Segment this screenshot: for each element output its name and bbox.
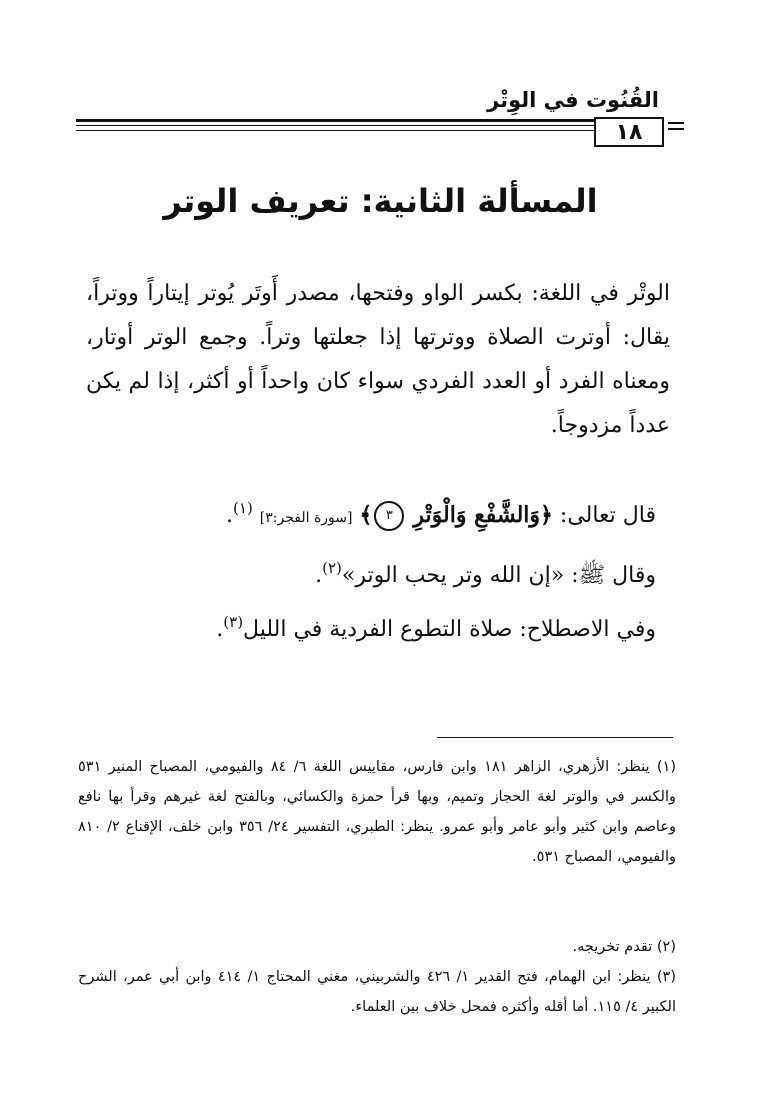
footnote-ref-1[interactable]: (١) [233,499,253,517]
running-head-title: القُنُوت في الوِتْر [487,88,659,112]
hadith-line: وقال ﷺ: «إن الله وتر يحب الوتر»$^{(٢)}$. [315,559,656,588]
header-rule-right [668,122,684,124]
footnote-2 [78,932,676,962]
page-number: ١٨ [594,117,664,147]
header-rule-low [76,130,594,131]
verse-close: ﴾ [359,502,373,528]
hadith-intro: وقال ﷺ: [571,563,656,588]
chapter-title: المسألة الثانية: تعريف الوتر [163,182,598,220]
footnote-1 [78,752,676,872]
header-rule-mid [76,125,594,126]
header-rule-top [76,119,594,122]
ayah-number-mark: ٣ [374,501,404,531]
term-text: وفي الاصطلاح: صلاة التطوع الفردية في الليل [243,617,656,642]
verse-text: ﴿وَالشَّفْعِ وَالْوَتْرِ [413,502,553,528]
verse-reference: [سورة الفجر:٣] [259,510,353,526]
footnote-number: (٣) [656,969,676,985]
footnote-text: ينظر: الأزهري، الزاهر ١٨١ وابن فارس، مقاييس اللغة ٦/ ٨٤ والفيومي، المصباح المنير ٥٣١ والكسر في والوتر لغة الحجاز وتميم، وبها قرأ حمزة والكسائي، وبالفتح لغة غيرهم وقرأ بها نافع وعاصم وابن كثير وأبو عامر وأبو عمرو. ينظر: الطبري، التفسير ٢٤/ ٣٥٦ وابن خلف، الإقناع ٢/ ٨١٠ والفيومي، المصباح ٥٣١. [78,759,676,865]
verse-line: قال تعالى: ﴿وَالشَّفْعِ وَالْوَتْرِ ٣﴾ [سورة الفجر:٣] $^{(١)}$. [226,501,656,531]
hadith-text: «إن الله وتر يحب الوتر» [341,563,565,588]
footnote-number: (٢) [656,939,676,955]
footnote-number: (١) [656,759,676,775]
verse-intro: قال تعالى: [559,503,656,528]
footnote-text: تقدم تخريجه. [572,939,653,955]
footnote-3 [78,962,676,1022]
footnote-separator [437,737,673,738]
footnote-text: ينظر: ابن الهمام، فتح القدير ١/ ٤٢٦ والشربيني، مغني المحتاج ١/ ٤١٤ وابن أبي عمر، الشرح الكبير ٤/ ١١٥. أما أقله وأكثره فمحل خلاف بين العلماء. [78,969,676,1015]
footnote-ref-2[interactable]: (٢) [322,559,342,577]
body-paragraph-block [86,272,670,448]
header-rule-right-2 [668,128,684,130]
footnote-ref-3[interactable]: (٣) [223,613,244,631]
term-line: وفي الاصطلاح: صلاة التطوع الفردية في الليل$^{(٣)}$. [216,613,656,642]
definition-paragraph: الوتْر في اللغة: بكسر الواو وفتحها، مصدر أَوتَر يُوتر إيتاراً ووتراً، يقال: أوترت الصلاة ووترتها إذا جعلتها وتراً. وجمع الوتر أوتار، ومعناه الفرد أو العدد الفردي سواء كان واحداً أو أكثر، إذا لم يكن عدداً مزدوجاً. [86,281,671,438]
